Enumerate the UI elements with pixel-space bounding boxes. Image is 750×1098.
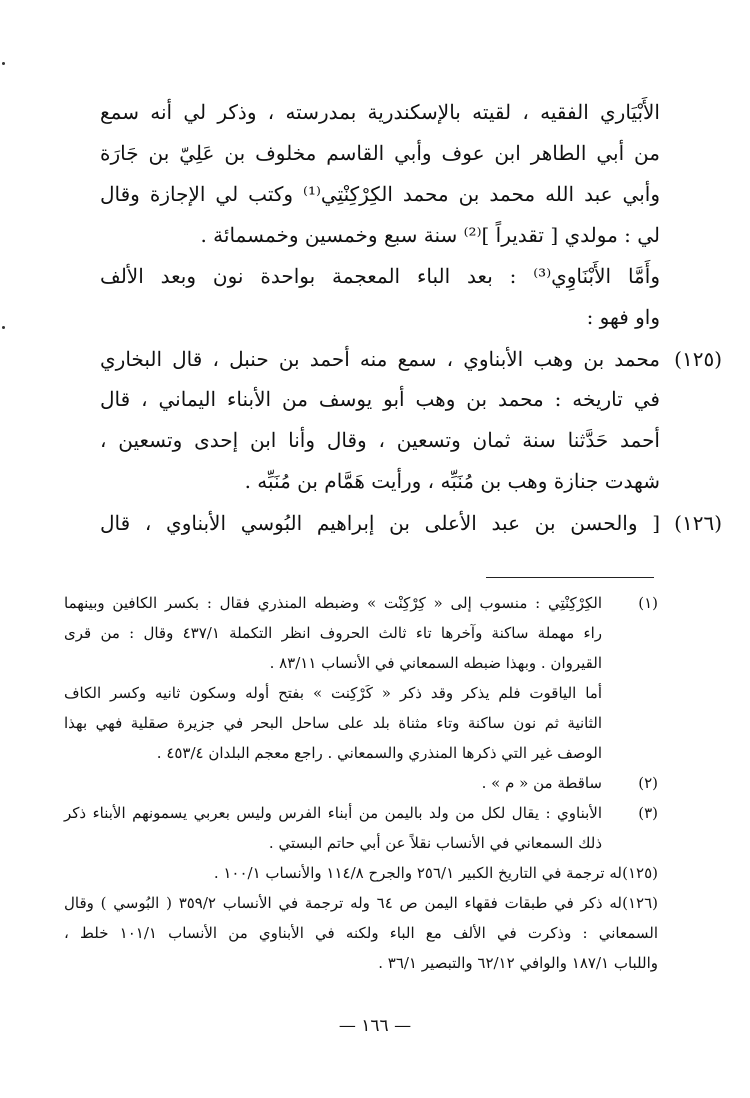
footnote-line: السمعاني : وذكرت في الألف مع الباء ولكنه في الأبناوي من الأنساب ١٠١/١ خلط ، <box>64 924 658 942</box>
footnote-2 <box>64 768 658 798</box>
footnote-line: الثانية ثم نون ساكنة وتاء مثناة بلد على ساحل البحر في جزيرة صقلية فهي بهذا <box>64 714 602 732</box>
footnote-divider <box>486 577 654 578</box>
footnote-number: (١٢٦) <box>622 894 658 912</box>
entry-number: (١٢٦) <box>674 510 722 535</box>
footnote-number: (٢) <box>638 774 658 792</box>
footnotes <box>64 588 658 978</box>
text-line: لي : مولدي [ تقديراً ]⁽²⁾ سنة سبع وخمسين وخمسمائة . <box>200 223 660 247</box>
scan-mark <box>2 326 5 329</box>
entry-line: في تاريخه : محمد بن وهب أبو يوسف من الأبناء اليماني ، قال <box>100 387 660 411</box>
footnote-126 <box>64 888 658 978</box>
footnote-line: الوصف غير التي ذكرها المنذري والسمعاني . راجع معجم البلدان ٤٥٣/٤ . <box>156 744 602 762</box>
footnote-3 <box>64 798 658 858</box>
entry-number: (١٢٥) <box>674 346 722 371</box>
footnote-line: ذلك السمعاني في الأنساب نقلاً عن أبي حاتم البستي . <box>268 834 602 852</box>
footnote-line: الكِرْكِنْتِي : منسوب إلى « كِرْكِنْت » وضبطه المنذري فقال : بكسر الكافين وبينهما <box>64 594 602 612</box>
footnote-1 <box>64 588 658 768</box>
footnote-number: (١) <box>638 594 658 612</box>
page-number: — ١٦٦ — <box>338 1016 412 1036</box>
entry-125 <box>100 338 722 502</box>
entry-line: شهدت جنازة وهب بن مُنَبِّه ، ورأيت هَمَّام بن مُنَبِّه . <box>244 469 660 493</box>
footnote-number: (٣) <box>638 804 658 822</box>
footnote-number: (١٢٥) <box>622 864 658 882</box>
text-line: وأبي عبد الله محمد بن محمد الكِرْكِنْتِي⁽¹⁾ وكتب لي الإجازة وقال <box>100 182 660 206</box>
text-line: من أبي الطاهر ابن عوف وأبي القاسم مخلوف بن عَلِيّ بن جَارَة <box>100 141 660 165</box>
text-line: الأَبْيَاري الفقيه ، لقيته بالإسكندرية بمدرسته ، وذكر لي أنه سمع <box>100 100 660 124</box>
text-line: واو فهو : <box>586 305 660 329</box>
main-text <box>100 92 722 543</box>
text-line: وأَمَّا الأَبْنَاوِي⁽³⁾ : بعد الباء المعجمة بواحدة نون وبعد الألف <box>100 264 660 288</box>
footnote-line: ساقطة من « م » . <box>481 774 602 792</box>
footnote-line: راء مهملة ساكنة وآخرها تاء ثالث الحروف انظر التكملة ٤٣٧/١ وقال : من قرى <box>64 624 603 642</box>
scan-mark <box>2 62 5 65</box>
entry-line: [ والحسن بن عبد الأعلى بن إبراهيم البُوسي الأبناوي ، قال <box>100 510 660 535</box>
entry-line: أحمد حَدَّثنا سنة ثمان وتسعين ، وقال وأنا ابن إحدى وتسعين ، <box>100 428 660 452</box>
footnote-125 <box>64 858 658 888</box>
footnote-line: الأبناوي : يقال لكل من ولد باليمن من أبناء الفرس وليس بعربي يسمونهم الأبناء ذكر <box>64 804 602 822</box>
footnote-line: له ذكر في طبقات فقهاء اليمن ص ٦٤ وله ترجمة في الأنساب ٣٥٩/٢ ( البُوسي ) وقال <box>64 894 622 912</box>
entry-126 <box>100 502 722 543</box>
footnote-line: أما الياقوت فلم يذكر وقد ذكر « كَرْكِنت » بفتح أوله وسكون ثانيه وكسر الكاف <box>64 684 602 702</box>
footnote-line: له ترجمة في التاريخ الكبير ٢٥٦/١ والجرح ١١٤/٨ والأنساب ١٠٠/١ . <box>213 864 622 882</box>
entry-line: محمد بن وهب الأبناوي ، سمع منه أحمد بن حنبل ، قال البخاري <box>100 346 660 371</box>
footnote-line: واللباب ١٨٧/١ والوافي ٦٢/١٢ والتبصير ٣٦/١ . <box>378 954 658 972</box>
footnote-line: القيروان . وبهذا ضبطه السمعاني في الأنساب ٨٣/١١ . <box>269 654 602 672</box>
